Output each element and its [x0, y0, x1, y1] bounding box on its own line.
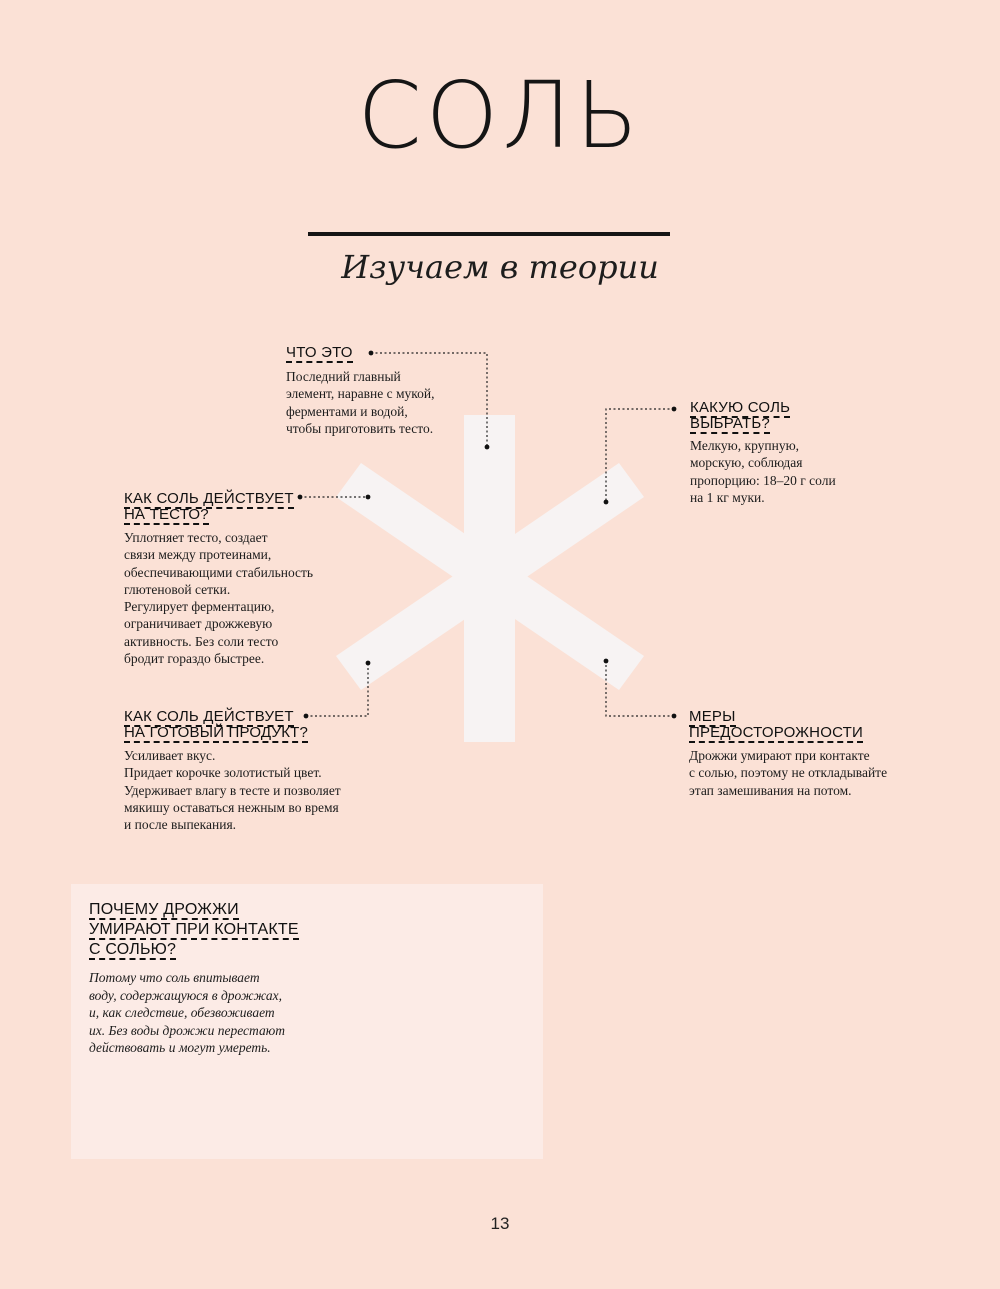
section-dough — [124, 491, 354, 667]
page-title: СОЛЬ — [357, 62, 643, 169]
section-what — [286, 345, 486, 437]
sidebar-content — [89, 900, 509, 1057]
asterisk-icon — [336, 415, 644, 742]
section-product — [124, 709, 374, 833]
section-caution — [689, 709, 939, 799]
section-product-body: Усиливает вкус. Придает корочке золотистый цвет. Удерживает влагу в тесте и позволяет мякишу оставаться нежным во время и после выпекания. — [124, 748, 341, 833]
section-what-heading: ЧТО ЭТО — [286, 344, 353, 361]
title-rule — [308, 232, 670, 236]
sidebar-box — [71, 884, 543, 1159]
section-which-heading: КАКУЮ СОЛЬ ВЫБРАТЬ? — [690, 399, 791, 432]
page-subtitle: Изучаем в теории — [341, 248, 659, 286]
section-dough-body: Уплотняет тесто, создает связи между протеинами, обеспечивающими стабильность глютеновой сетки. Регулирует ферментацию, ограничивает дрожжевую активность. Без соли тесто бродит гораздо быстрее. — [124, 530, 314, 667]
section-what-body: Последний главный элемент, наравне с мукой, ферментами и водой, чтобы приготовить тесто. — [286, 369, 435, 436]
section-caution-heading: МЕРЫ ПРЕДОСТОРОЖНОСТИ — [689, 708, 863, 741]
section-which — [690, 400, 910, 506]
page-number: 13 — [490, 1214, 510, 1233]
section-which-body: Мелкую, крупную, морскую, соблюдая пропорцию: 18–20 г соли на 1 кг муки. — [690, 438, 836, 505]
sidebar-heading: ПОЧЕМУ ДРОЖЖИ УМИРАЮТ ПРИ КОНТАКТЕ С СОЛЬЮ? — [89, 901, 299, 958]
section-caution-body: Дрожжи умирают при контакте с солью, поэтому не откладывайте этап замешивания на потом. — [689, 748, 888, 798]
sidebar-body: Потому что соль впитывает воду, содержащуюся в дрожжах, и, как следствие, обезвоживает их. Без воды дрожжи перестают действовать и могут умереть. — [89, 970, 285, 1055]
section-dough-heading: КАК СОЛЬ ДЕЙСТВУЕТ НА ТЕСТО? — [124, 490, 294, 523]
section-product-heading: КАК СОЛЬ ДЕЙСТВУЕТ НА ГОТОВЫЙ ПРОДУКТ? — [124, 708, 309, 741]
